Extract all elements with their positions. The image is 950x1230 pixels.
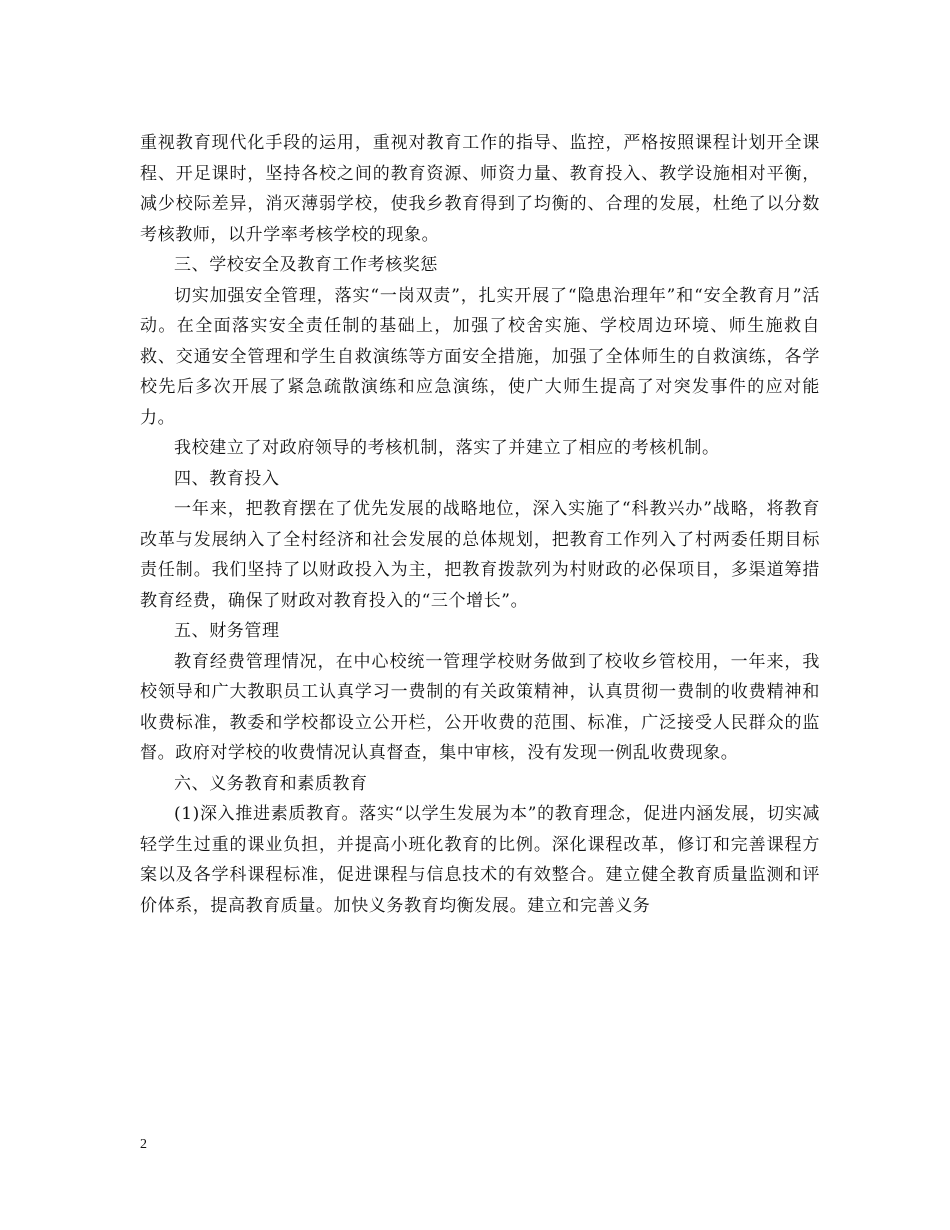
paragraph-1: 重视教育现代化手段的运用，重视对教育工作的指导、监控，严格按照课程计划开全课程、开足课时，坚持各校之间的教育资源、师资力量、教育投入、教学设施相对平衡，减少校际差异，消灭薄弱学校，使我乡教育得到了均衡的、合理的发展，杜绝了以分数考核教师，以升学率考核学校的现象。 [140, 133, 820, 245]
paragraph-investment: 一年来，把教育摆在了优先发展的战略地位，深入实施了“科教兴办”战略，将教育改革与发展纳入了全村经济和社会发展的总体规划，把教育工作列入了村两委任期目标责任制。我们坚持了以财政投入为主，把教育拨款列为村财政的必保项目，多渠道筹措教育经费，确保了财政对教育投入的“三个增长”。 [140, 499, 820, 611]
page-number: 2 [140, 1137, 147, 1152]
paragraph-assessment: 我校建立了对政府领导的考核机制，落实了并建立了相应的考核机制。 [174, 438, 720, 458]
document-body [140, 128, 820, 921]
paragraph-safety: 切实加强安全管理，落实“一岗双责”，扎实开展了“隐患治理年”和“安全教育月”活动。在全面落实安全责任制的基础上，加强了校舍实施、学校周边环境、师生施救自救、交通安全管理和学生自救演练等方面安全措施，加强了全体师生的自救演练，各学校先后多次开展了紧急疏散演练和应急演练，使广大师生提高了对突发事件的应对能力。 [140, 285, 820, 428]
heading-section-3: 三、学校安全及教育工作考核奖惩 [174, 255, 438, 275]
heading-section-5: 五、财务管理 [174, 621, 280, 641]
paragraph-quality-education: (1)深入推进素质教育。落实“以学生发展为本”的教育理念，促进内涵发展，切实减轻学生过重的课业负担，并提高小班化教育的比例。深化课程改革，修订和完善课程方案以及各学科课程标准，促进课程与信息技术的有效整合。建立健全教育质量监测和评价体系，提高教育质量。加快义务教育均衡发展。建立和完善义务 [140, 804, 820, 916]
heading-section-6: 六、义务教育和素质教育 [174, 773, 368, 794]
paragraph-finance: 教育经费管理情况，在中心校统一管理学校财务做到了校收乡管校用，一年来，我校领导和广大教职员工认真学习一费制的有关政策精神，认真贯彻一费制的收费精神和收费标准，教委和学校都设立公开栏，公开收费的范围、标准，广泛接受人民群众的监督。政府对学校的收费情况认真督查，集中审核，没有发现一例乱收费现象。 [140, 651, 820, 763]
heading-section-4: 四、教育投入 [174, 468, 280, 489]
